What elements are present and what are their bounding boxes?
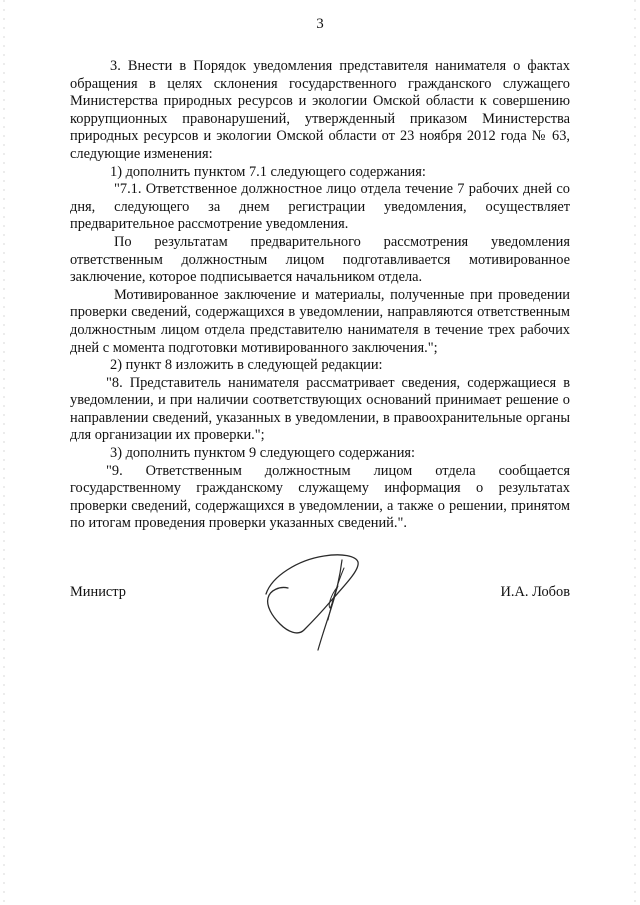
signer-title: Министр (70, 584, 126, 600)
clause-7-1-paragraph-3: Мотивированное заключение и материалы, полученные при проведении проверки сведений, содержащихся в уведомлении, направляются ответственным должностным лицом отдела представителю нанимателя в течение трех рабочих дней с момента подготовки мотивированного заключения."; (70, 286, 570, 356)
paragraph-item-3: 3. Внести в Порядок уведомления представителя нанимателя о фактах обращения в целях склонения государственного гражданского служащего Министерства природных ресурсов и экологии Омской области к совершению коррупционных правонарушений, утвержденный приказом Министерства природных ресурсов и экологии Омской области от 23 ноября 2012 года № 63, следующие изменения: (70, 58, 570, 162)
page-number: 3 (316, 16, 324, 32)
subitem-2: 2) пункт 8 изложить в следующей редакции: (110, 357, 383, 374)
left-scan-edge (3, 0, 5, 905)
signer-name: И.А. Лобов (500, 584, 570, 600)
quoted-clause-8: "8. Представитель нанимателя рассматривает сведения, содержащиеся в уведомлении, и при наличии соответствующих оснований принимает решение о направлении сведений, указанных в уведомлении, в правоохранительные органы для организации их проверки."; (70, 374, 570, 444)
right-scan-edge (634, 0, 636, 905)
subitem-3: 3) дополнить пунктом 9 следующего содержания: (110, 445, 416, 462)
clause-7-1-paragraph-2: По результатам предварительного рассмотрения уведомления ответственным должностным лицом подготавливается мотивированное заключение, которое подписывается начальником отдела. (70, 233, 570, 286)
quoted-clause-7-1: "7.1. Ответственное должностное лицо отдела течение 7 рабочих дней со дня, следующего за днем регистрации уведомления, осуществляет предварительное рассмотрение уведомления. (70, 181, 570, 233)
quoted-clause-9: "9. Ответственным должностным лицом отдела сообщается государственному гражданскому служащему информация о результатах проверки сведений, содержащихся в уведомлении, а также о решении, принятом по итогам проведения проверки указанных сведений.". (70, 462, 570, 532)
subitem-1: 1) дополнить пунктом 7.1 следующего содержания: (110, 163, 426, 180)
handwritten-signature (258, 546, 378, 656)
document-body (70, 58, 570, 533)
